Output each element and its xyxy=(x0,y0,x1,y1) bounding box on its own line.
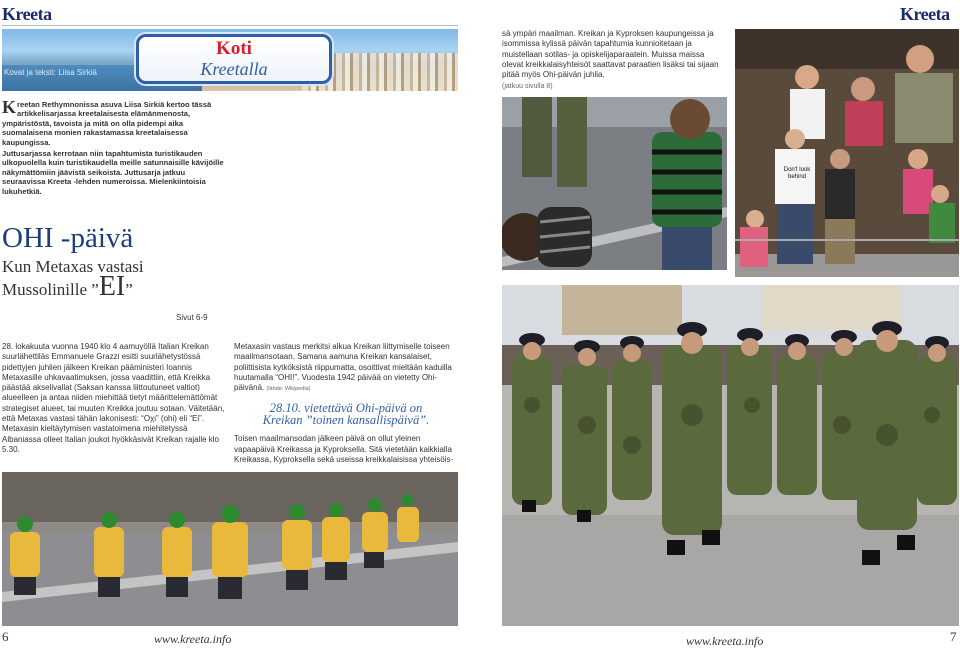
subtitle-line-1: Kun Metaxas vastasi xyxy=(2,257,144,276)
soldiers-parade-photo xyxy=(502,285,959,626)
body-col2-paragraph-1: Metaxasin vastaus merkitsi alkua Kreikan liittymiselle toiseen maailmansotaan. Samana aamuna Kreikan kansalaiset, poliittisista kytköksistä riippumatta, osoittivat mieltään kaduilla huutamalla “OHI!”. Vuodesta 1942 päivää on vietetty Ohi-päivänä. xyxy=(234,342,452,393)
subtitle-ei: EI xyxy=(98,271,126,302)
pull-quote: 28.10. vietettävä Ohi-päivä on Kreikan ”toinen kansallispäivä”. xyxy=(262,401,430,428)
intro-paragraph-2: Juttusarjassa kerrotaan niin tapahtumista turistikauden ulkopuolella kuin turistikaudella meille satunnaisille kävijöille näkymättömiin jäävistä seikoista. Juttusarja jatkuu seuraavissa Kreeta -lehden numeroissa. Mielenkiintoisia lukuhetkiä. xyxy=(2,149,224,196)
series-title: Koti xyxy=(216,38,252,59)
subtitle-line-2: Mussolinille ”EI” xyxy=(2,271,133,302)
continued-note: (jatkuu sivulla 8) xyxy=(502,83,553,91)
article-title: OHI -päivä xyxy=(2,222,134,254)
left-footer-website: www.kreeta.info xyxy=(154,632,232,646)
left-page-number: 6 xyxy=(2,629,9,644)
photo-credit: Kovat ja teksti: Liisa Sirkiä xyxy=(4,68,97,77)
series-title-box xyxy=(136,34,332,84)
body-col1-paragraph: 28. lokakuuta vuonna 1940 klo 4 aamuyöllä Italian Kreikan suurlähettiläs Emmanuele Grazzi esitti suurlähetystössä pidettyjen juhlien jälkeen Kreikan pääministeri Ioannis Metaxasille uhkavaatimuksen, jossa vaadittiin, että Kreikka päästää akselivallat (Saksan kanssa liittoutuneet valtiot) alueelleen ja antaa niiden miehittää tietyt määrittelemättömät strategiset alueet, tai muuten Kreikka joutuu sotaan. Väitetään, että Metaxas vastasi tähän lakonisesti: “Oχι” (ohi) eli “Ei”. Metaxasin kieltäytymisen vastatoimena miehitetyssä Albaniassa olleet Italian joukot hyökkäsivät Kreikan rajalle klo 5.30. xyxy=(2,342,225,454)
pages-reference: Sivut 6-9 xyxy=(176,313,208,322)
scouts-parade-photo xyxy=(2,472,458,626)
body-column-2 xyxy=(234,342,458,467)
right-column-paragraph: sä ympäri maailman. Kreikan ja Kyproksen kaupungeissa ja isommissa kylissä päivän tapahtumia kunnioitetaan ja muistellaan sotilas- ja opiskelijaparaatein. Muissa maissa olevat kreikkalaisyhteisöt saattavat paraatien lisäksi tai sijaan pitää myös Ohi-päivän juhlia. xyxy=(502,29,719,80)
crowd-spectators-photo xyxy=(735,29,959,277)
right-page-number: 7 xyxy=(950,629,957,644)
masthead-rule xyxy=(2,25,458,26)
intro-dropcap: K xyxy=(2,97,17,117)
article-subtitle xyxy=(2,257,144,300)
intro-paragraph-1: reetan Rethymnonissa asuva Liisa Sirkiä kertoo tässä artikkelisarjassa kreetalaisesta elämänmenosta, ympäristöstä, tavoista ja mitä on olla pidempi aika suomalaisena monien rakastamassa kreetalaisessa kaupungissa. xyxy=(2,100,212,147)
series-subtitle: Kreetalla xyxy=(200,59,268,79)
children-watching-photo xyxy=(502,97,727,270)
body-col2-paragraph-2: Toisen maailmansodan jälkeen päivä on ollut yleinen vapaapäivä Kreikassa ja Kyproksella. Sitä vietetään kaikkialla Kreikassa, Kyproksella sekä useissa kreikkalaisissa yhteisöis- xyxy=(234,434,454,465)
body-column-1 xyxy=(2,342,227,457)
right-page-column xyxy=(502,29,727,95)
shirt-print-text: Don't look behind xyxy=(783,167,811,180)
left-masthead-logo: Kreeta xyxy=(2,4,52,24)
source-note: (lähde: Wikipedia) xyxy=(266,386,311,393)
right-masthead-logo: Kreeta xyxy=(900,4,950,24)
intro-block xyxy=(2,97,228,198)
right-footer-website: www.kreeta.info xyxy=(686,634,764,648)
